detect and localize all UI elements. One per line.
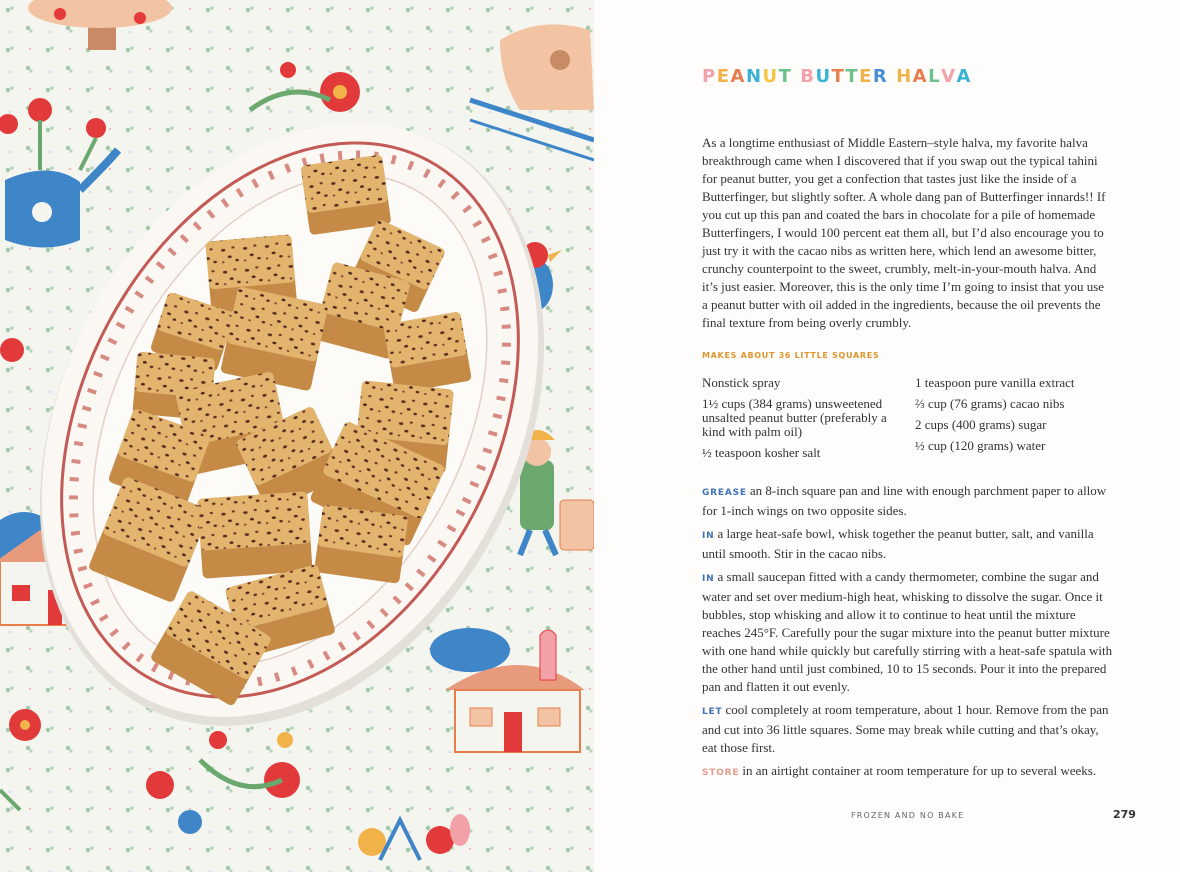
title-letter: E: [859, 66, 873, 87]
title-letter: R: [872, 66, 889, 87]
title-letter: U: [815, 66, 832, 87]
step-lead-word: GREASE: [702, 488, 747, 498]
step-text: an 8-inch square pan and line with enough parchment paper to allow for 1-inch wings on two opposite sides.: [702, 483, 1107, 518]
title-letter: A: [956, 66, 972, 87]
step-lead-word: IN: [702, 574, 715, 584]
recipe-intro: As a longtime enthusiast of Middle Eastern–style halva, my favorite halva breakthrough came when I discovered that if you swap out the typical tahini for peanut butter, you get a confection that tastes just like the inside of a Butterfinger, but slightly softer. A whole dang pan of Butterfinger innards!! If you cut up this pan and coated the bars in chocolate for a pile of homemade Butterfingers, I would 100 percent eat them all, but I’d also encourage you to just try it with the cacao nibs as written here, which lend an awesome bitter, crunchy counterpoint to the sweet, crumbly, melt-in-your-mouth halva. And it’s just easier. Moreover, this is the only time I’m going to insist that you use a peanut butter with oil added in the ingredients, because the oil prevents the final texture from being overly crumbly.: [702, 135, 1106, 330]
ingredient: 1½ cups (384 grams) unsweetened unsalted peanut butter (preferably a kind with palm oil): [702, 396, 887, 439]
title-letter: T: [778, 66, 793, 87]
title-letter: A: [912, 66, 929, 87]
step-text: a large heat-safe bowl, whisk together the peanut butter, salt, and vanilla until smooth. Stir in the cacao nibs.: [702, 526, 1094, 561]
page-number: 279: [1113, 808, 1136, 821]
title-letter: E: [716, 66, 731, 87]
title-letter: P: [702, 66, 717, 87]
method-step: [702, 762, 1114, 782]
step-text: a small saucepan fitted with a candy thermometer, combine the sugar and water and set over medium-high heat, whisking to dissolve the sugar. Once it bubbles, stop whisking and allow it to continue to heat until the mixture reaches 245°F. Carefully pour the sugar mixture into the peanut butter mixture with one hand while quickly but carefully stirring with a heat-safe spatula with the other hand until just combined, 10 to 15 seconds. Pour it into the prepared pan and flatten it out evenly.: [702, 569, 1113, 694]
ingredients-left: [702, 376, 902, 467]
step-lead-word: LET: [702, 707, 723, 717]
title-letter: T: [831, 66, 846, 87]
step-text: in an airtight container at room temperature for up to several weeks.: [742, 763, 1097, 778]
step-lead-word: IN: [702, 531, 715, 541]
title-letter: U: [762, 66, 779, 87]
ingredients-right: [915, 376, 1115, 460]
ingredient: Nonstick spray: [702, 375, 781, 390]
ingredient: ⅔ cup (76 grams) cacao nibs: [915, 396, 1065, 411]
title-letter: [792, 66, 800, 87]
recipe-page: [594, 0, 1180, 872]
title-letter: H: [896, 66, 913, 87]
method-step: [702, 568, 1114, 696]
method-steps: [702, 482, 1114, 787]
step-lead-word: STORE: [702, 768, 740, 778]
running-head: FROZEN AND NO BAKE: [851, 811, 965, 820]
ingredient: ½ teaspoon kosher salt: [702, 445, 821, 460]
step-text: cool completely at room temperature, about 1 hour. Remove from the pan and cut into 36 little squares. Some may break while cutting and that’s okay, eat those first.: [702, 702, 1109, 755]
title-letter: T: [845, 66, 860, 87]
ingredient: 1 teaspoon pure vanilla extract: [915, 375, 1075, 390]
ingredient: 2 cups (400 grams) sugar: [915, 417, 1047, 432]
title-letter: A: [730, 66, 746, 87]
title-letter: L: [928, 66, 942, 87]
ingredient: ½ cup (120 grams) water: [915, 438, 1046, 453]
title-letter: N: [745, 66, 763, 87]
title-letter: [888, 66, 896, 87]
title-letter: B: [800, 66, 816, 87]
recipe-yield: MAKES ABOUT 36 LITTLE SQUARES: [702, 351, 880, 360]
recipe-title: [702, 66, 972, 87]
method-step: [702, 525, 1114, 563]
method-step: [702, 482, 1114, 520]
method-step: [702, 701, 1114, 757]
title-letter: V: [941, 66, 957, 87]
